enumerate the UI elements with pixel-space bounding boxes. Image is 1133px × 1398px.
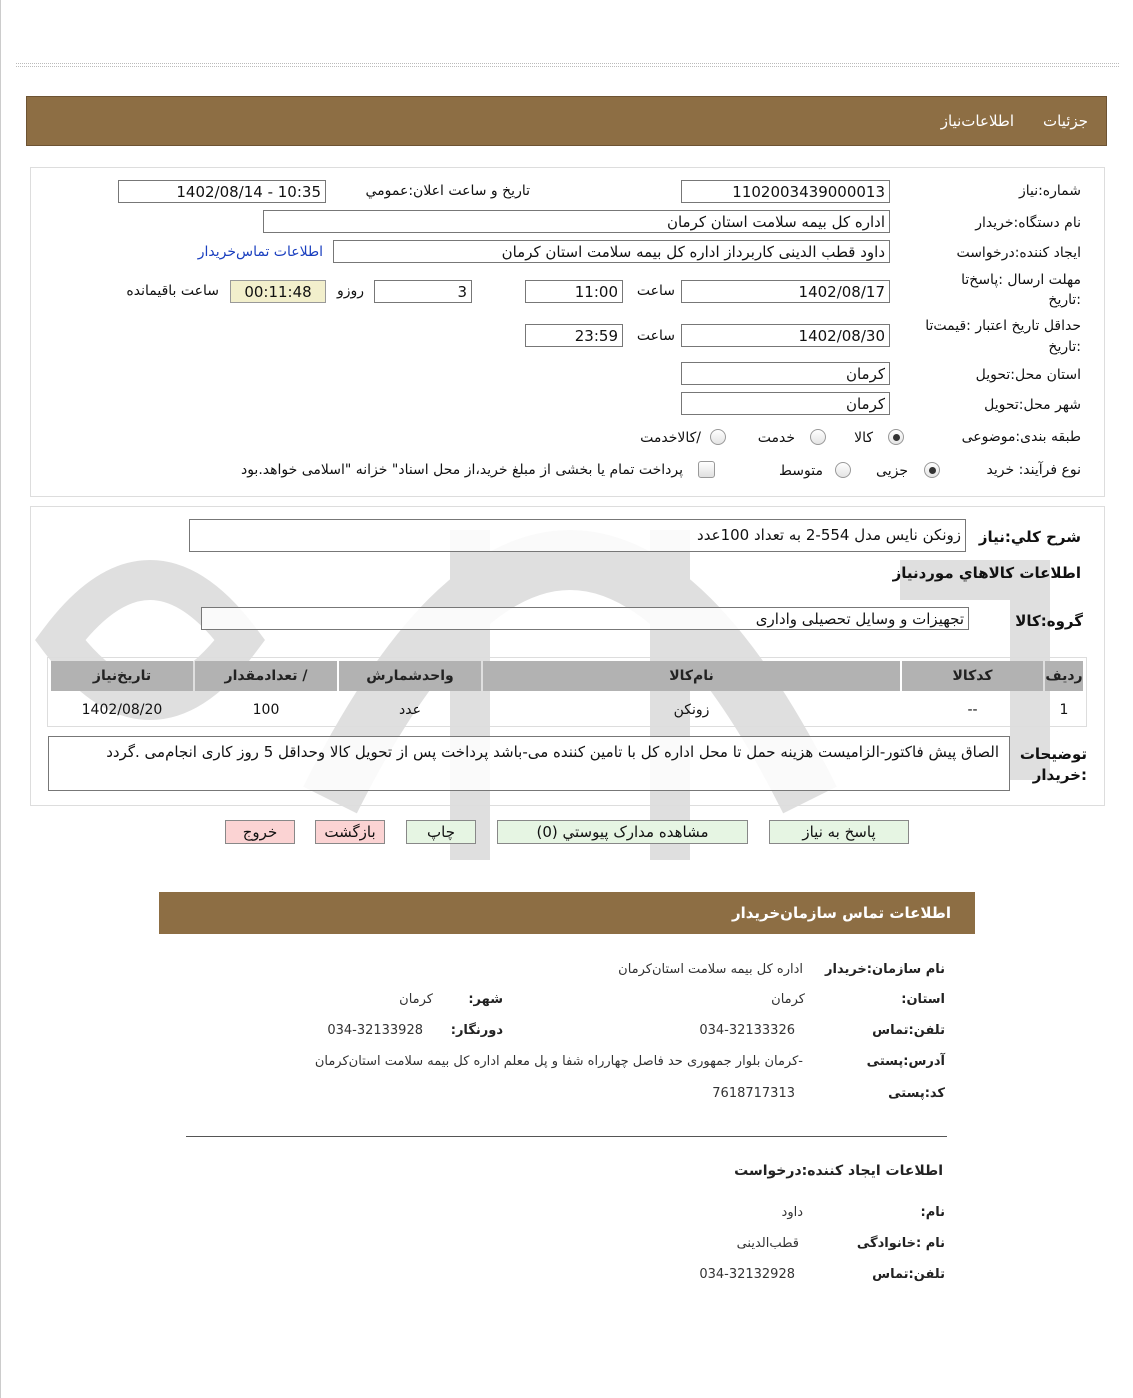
col-header-qty: / تعدادمقدار	[195, 661, 337, 691]
process-minor-label: جزیی	[876, 463, 908, 479]
col-header-row: ردیف	[1045, 661, 1083, 691]
creator-info-heading: اطلاعات ایجاد کننده:درخواست	[734, 1163, 943, 1179]
contact-org-value: اداره کل بیمه سلامت استان‌کرمان	[618, 962, 803, 977]
category-service-label: خدمت	[757, 430, 795, 446]
tab-details[interactable]: جزئیات	[1043, 112, 1088, 130]
contact-postal-value: 7618717313	[712, 1086, 795, 1101]
buyer-contact-link[interactable]: اطلاعات تماس‌خریدار	[197, 244, 323, 260]
process-medium-radio[interactable]	[835, 462, 851, 478]
creator-family-label: نام :خانوادگی	[856, 1236, 945, 1251]
process-medium-label: متوسط	[779, 463, 823, 479]
table-row-qty: 100	[252, 702, 280, 718]
category-label: طبقه بندی:موضوعی	[961, 429, 1081, 445]
reply-button[interactable]: پاسخ به نیاز	[769, 820, 909, 844]
need-number-field: 1102003439000013	[681, 180, 890, 203]
validity-time-field: 23:59	[525, 324, 623, 347]
table-row-unit: عدد	[399, 702, 421, 718]
buyer-notes-label-2: :خریدار	[1032, 766, 1087, 784]
creator-phone-value: 034-32132928	[699, 1267, 795, 1282]
contact-postal-label: کد:پستی	[888, 1086, 945, 1101]
print-button[interactable]: چاپ	[406, 820, 476, 844]
contact-province-label: استان:	[901, 992, 945, 1007]
table-row-index: 1	[1059, 702, 1069, 718]
days-field: 3	[374, 280, 472, 303]
contact-org-label: نام سازمان:خریدار	[825, 962, 945, 977]
deadline-time-field: 11:00	[525, 280, 623, 303]
validity-label: حداقل تاریخ اعتبار :قیمت‌تا	[925, 318, 1081, 334]
section-header-bar	[26, 96, 1107, 146]
description-field: زونکن نایس مدل 554-2 به تعداد 100عدد	[189, 519, 966, 552]
treasury-payment-checkbox[interactable]	[698, 461, 715, 478]
process-minor-radio[interactable]	[924, 462, 940, 478]
contact-fax-label: دورنگار:	[450, 1023, 503, 1038]
contact-fax-value: 034-32133928	[327, 1023, 423, 1038]
process-label: نوع فرآیند: خرید	[986, 462, 1081, 478]
contact-province-value: کرمان	[771, 992, 805, 1007]
creator-name-label: نام:	[920, 1205, 945, 1220]
need-number-label: شماره:نیاز	[1018, 183, 1081, 199]
description-label: شرح کلي:نیاز	[978, 528, 1081, 546]
goods-group-label: گروه:کالا	[1015, 612, 1083, 630]
province-field: کرمان	[681, 362, 890, 385]
buyer-notes-field: الصاق پیش فاکتور-الزامیست هزینه حمل تا محل اداره کل با تامین کننده می-باشد پرداخت پس از تحویل کالا وحداقل 5 روز کاری انجام‌می .گردد	[48, 736, 1010, 791]
col-header-date: تاریخ‌نیاز	[51, 661, 193, 691]
buyer-notes-label: توضیحات	[1019, 745, 1087, 763]
deadline-time-label: ساعت	[636, 283, 675, 299]
deadline-label: مهلت ارسال :پاسخ‌تا	[961, 272, 1081, 288]
buyer-org-field: اداره کل بیمه سلامت استان کرمان	[263, 210, 890, 233]
deadline-date-field: 1402/08/17	[681, 280, 890, 303]
announce-field: 1402/08/14 - 10:35	[118, 180, 326, 203]
page-left-border	[0, 0, 1, 1398]
creator-family-value: قطب‌الدینی	[736, 1236, 799, 1251]
category-goods-radio[interactable]	[888, 429, 904, 445]
contact-phone-label: تلفن:تماس	[872, 1023, 945, 1038]
top-divider	[16, 63, 1119, 67]
category-goods-service-radio[interactable]	[710, 429, 726, 445]
category-service-radio[interactable]	[810, 429, 826, 445]
city-label: شهر محل:تحویل	[984, 397, 1081, 413]
goods-group-field: تجهیزات و وسایل تحصیلی واداری	[201, 607, 969, 630]
contact-city-label: شهر:	[468, 992, 503, 1007]
category-goods-service-label: /کالاخدمت	[640, 430, 701, 446]
announce-label: تاریخ و ساعت اعلان:عمومي	[365, 183, 530, 199]
col-header-name: نام‌کالا	[483, 661, 900, 691]
table-row-date: 1402/08/20	[81, 702, 163, 718]
contact-address-label: آدرس:پستی	[866, 1054, 945, 1069]
creator-label: ایجاد کننده:درخواست	[956, 245, 1081, 261]
validity-time-label: ساعت	[636, 328, 675, 344]
exit-button[interactable]: خروج	[225, 820, 295, 844]
col-header-code: کدکالا	[902, 661, 1043, 691]
tab-need-info[interactable]: اطلاعات‌نیاز	[940, 112, 1014, 130]
table-row-name: زونکن	[673, 702, 710, 718]
creator-name-value: داود	[781, 1205, 803, 1220]
creator-field: داود قطب الدینی کاربرداز اداره کل بیمه سلامت استان کرمان	[333, 240, 890, 263]
deadline-label-date: :تاریخ	[1048, 292, 1081, 308]
attachments-button[interactable]: مشاهده مدارک پیوستي (0)	[497, 820, 748, 844]
province-label: استان محل:تحویل	[975, 367, 1081, 383]
goods-info-heading: اطلاعات کالاهاي موردنیاز	[892, 564, 1081, 582]
col-header-unit: واحدشمارش	[339, 661, 481, 691]
creator-phone-label: تلفن:تماس	[872, 1267, 945, 1282]
days-label: روزو	[336, 283, 364, 299]
contact-header-bar	[159, 892, 975, 934]
validity-label-date: :تاریخ	[1048, 339, 1081, 355]
buyer-org-label: نام دستگاه:خریدار	[975, 215, 1081, 231]
table-row-code: --	[967, 702, 978, 718]
back-button[interactable]: بازگشت	[315, 820, 385, 844]
contact-heading: اطلاعات تماس سازمان‌خریدار	[731, 904, 951, 922]
contact-address-value: -کرمان بلوار جمهوری حد فاصل چهارراه شفا و پل معلم اداره کل بیمه سلامت استان‌کرمان	[314, 1054, 803, 1069]
city-field: کرمان	[681, 392, 890, 415]
contact-city-value: کرمان	[399, 992, 433, 1007]
remaining-label: ساعت باقیمانده	[126, 283, 219, 299]
category-goods-label: کالا	[854, 430, 873, 446]
treasury-payment-note: پرداخت تمام یا بخشی از مبلغ خرید،از محل اسناد" خزانه "اسلامی خواهد.بود	[240, 462, 683, 478]
validity-date-field: 1402/08/30	[681, 324, 890, 347]
remaining-timer: 00:11:48	[230, 280, 326, 303]
contact-phone-value: 034-32133326	[699, 1023, 795, 1038]
contact-divider	[186, 1136, 947, 1137]
